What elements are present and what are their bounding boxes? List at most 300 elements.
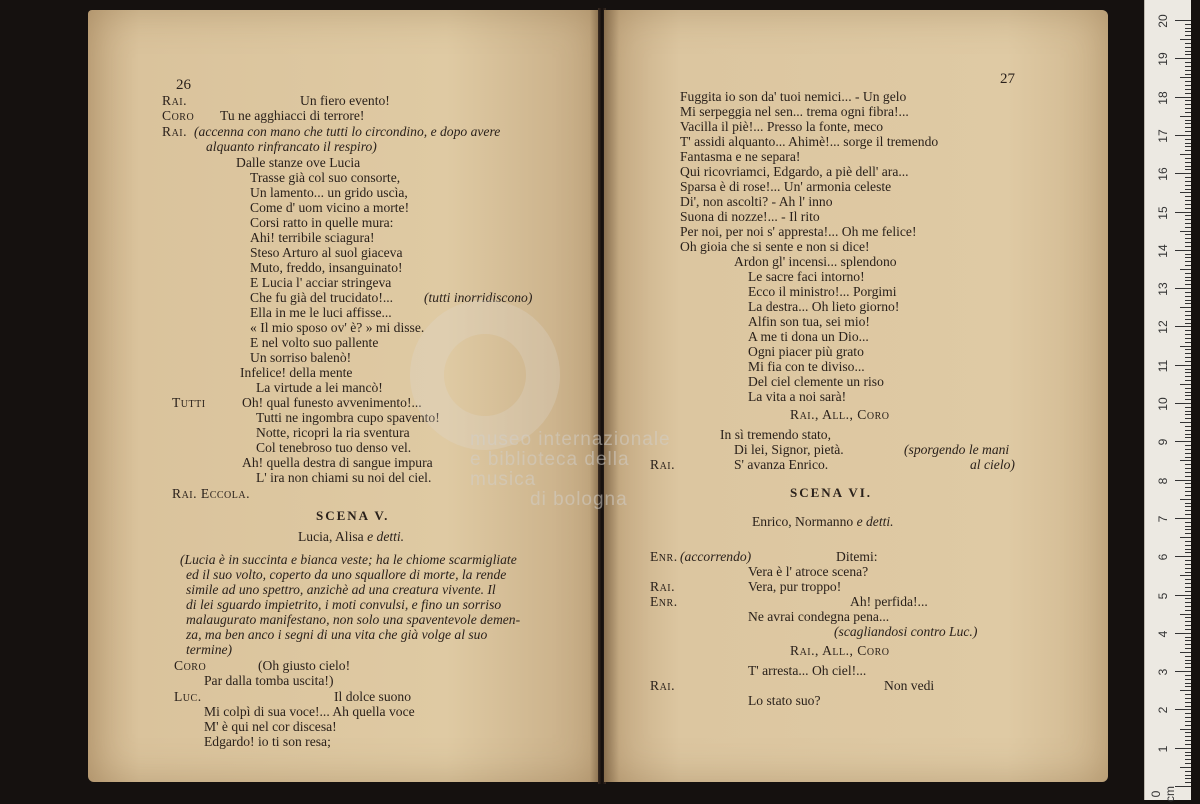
ruler-tick: [1185, 143, 1191, 144]
ruler-tick: [1185, 572, 1191, 573]
text-line: In sì tremendo stato,: [720, 427, 831, 442]
page-number-left: 26: [176, 77, 191, 93]
ruler-tick: [1185, 54, 1191, 55]
ruler-tick: [1185, 24, 1191, 25]
ruler-tick: [1185, 254, 1191, 255]
ruler-tick: [1185, 392, 1191, 393]
right-page: [604, 10, 1108, 782]
text-line: T' arresta... Oh ciel!...: [748, 663, 867, 678]
ruler-tick: [1185, 330, 1191, 331]
text-line: Corsi ratto in quelle mura:: [250, 215, 394, 230]
ruler-tick: [1185, 782, 1191, 783]
ruler-tick: [1185, 303, 1191, 304]
ruler-tick: [1185, 407, 1191, 408]
ruler-tick: [1185, 637, 1191, 638]
ruler-tick: [1185, 349, 1191, 350]
ruler-tick: [1185, 234, 1191, 235]
text-line: (sporgendo le mani: [904, 442, 1010, 457]
ruler-tick: [1180, 307, 1191, 308]
ruler-tick: [1185, 166, 1191, 167]
ruler-tick: [1185, 663, 1191, 664]
ruler-tick: [1175, 365, 1191, 366]
text-line: (scagliandosi contro Luc.): [834, 624, 978, 639]
ruler-tick: [1180, 154, 1191, 155]
ruler-tick: [1175, 633, 1191, 634]
text-line: (accorrendo): [680, 549, 752, 564]
ruler-tick: [1185, 150, 1191, 151]
ruler-tick: [1185, 675, 1191, 676]
ruler-tick: [1175, 173, 1191, 174]
ruler-tick: [1185, 300, 1191, 301]
ruler-label: 5: [1156, 592, 1170, 599]
text-line: (Lucia è in succinta e bianca veste; ha le chiome scarmigliate: [180, 552, 517, 567]
ruler-tick: [1185, 487, 1191, 488]
ruler-tick: [1185, 621, 1191, 622]
ruler-tick: [1175, 97, 1191, 98]
text-line: Muto, freddo, insanguinato!: [250, 260, 403, 275]
ruler-tick: [1185, 579, 1191, 580]
ruler-tick: [1185, 246, 1191, 247]
ruler-label: 13: [1156, 282, 1170, 296]
text-line: Steso Arturo al suol giaceva: [250, 245, 403, 260]
ruler-tick: [1185, 660, 1191, 661]
text-line: Notte, ricopri la ria sventura: [256, 425, 410, 440]
text-line: Vera, pur troppo!: [748, 579, 842, 594]
text-line: ed il suo volto, coperto da uno squallore di morte, la rende: [186, 567, 507, 582]
ruler-tick: [1180, 575, 1191, 576]
ruler-label: 4: [1156, 630, 1170, 638]
ruler-tick: [1175, 326, 1191, 327]
text-line: La vita a noi sarà!: [748, 389, 847, 404]
ruler-tick: [1185, 587, 1191, 588]
ruler-tick: [1180, 192, 1191, 193]
ruler-label: 17: [1156, 129, 1170, 143]
text-line: Tutti ne ingombra cupo spavento!: [256, 410, 440, 425]
watermark-logo: [410, 300, 560, 450]
text-line: Tu ne agghiacci di terrore!: [220, 108, 365, 123]
ruler-tick: [1185, 376, 1191, 377]
ruler-tick: [1185, 683, 1191, 684]
speaker-label: Tutti: [172, 395, 206, 410]
ruler-tick: [1175, 441, 1191, 442]
text-line: simile ad uno spettro, anzichè ad una creatura vivente. Il: [186, 582, 496, 597]
speaker-label: Rai.: [650, 678, 676, 693]
ruler-tick: [1185, 549, 1191, 550]
ruler-tick: [1185, 529, 1191, 530]
ruler-label: 1: [1156, 745, 1170, 753]
speaker-label: Rai.: [162, 124, 188, 139]
ruler-tick: [1180, 39, 1191, 40]
ruler-label: 7: [1156, 515, 1170, 523]
ruler-tick: [1185, 472, 1191, 473]
ruler-tick: [1185, 284, 1191, 285]
speaker-label: Coro: [162, 108, 195, 123]
ruler-tick: [1185, 514, 1191, 515]
ruler-tick: [1185, 353, 1191, 354]
ruler-tick: [1175, 709, 1191, 710]
text-line: Vera è l' atroce scena?: [748, 564, 869, 579]
ruler-tick: [1185, 560, 1191, 561]
ruler-tick: [1185, 112, 1191, 113]
text-line: E nel volto suo pallente: [250, 335, 379, 350]
text-line: Il dolce suono: [334, 689, 412, 704]
ruler-tick: [1175, 135, 1191, 136]
ruler-tick: [1185, 771, 1191, 772]
text-line: Per noi, per noi s' appresta!... Oh me felice!: [680, 224, 917, 239]
ruler-tick: [1185, 434, 1191, 435]
ruler-tick: [1175, 20, 1191, 21]
ruler-tick: [1185, 617, 1191, 618]
text-line: Vacilla il piè!... Presso la fonte, meco: [680, 119, 884, 134]
ruler-label: 6: [1156, 553, 1170, 561]
ruler-label: 15: [1156, 205, 1170, 220]
ruler-tick: [1185, 648, 1191, 649]
ruler-tick: [1185, 468, 1191, 469]
ruler-tick: [1185, 223, 1191, 224]
text-line: Di lei, Signor, pietà.: [734, 442, 844, 457]
ruler-label: 11: [1156, 359, 1170, 372]
ruler-label: 12: [1156, 320, 1170, 335]
ruler-tick: [1175, 595, 1191, 596]
ruler-tick: [1175, 403, 1191, 404]
ruler-tick: [1180, 652, 1191, 653]
ruler-tick: [1185, 380, 1191, 381]
watermark-line-2: e biblioteca della musica: [470, 449, 630, 490]
ruler-tick: [1185, 177, 1191, 178]
ruler-tick: [1185, 552, 1191, 553]
ruler-tick: [1175, 518, 1191, 519]
text-line: Ah! quella destra di sangue impura: [242, 455, 433, 470]
ruler-label: 8: [1156, 477, 1170, 484]
ruler-tick: [1185, 372, 1191, 373]
ruler-tick: [1180, 116, 1191, 117]
ruler-tick: [1185, 319, 1191, 320]
ruler-tick: [1185, 146, 1191, 147]
ruler-tick: [1185, 698, 1191, 699]
ruler-tick: [1185, 265, 1191, 266]
ruler-tick: [1185, 208, 1191, 209]
measurement-ruler: [1144, 0, 1191, 800]
ruler-tick: [1185, 273, 1191, 274]
ruler-tick: [1185, 533, 1191, 534]
ruler-tick: [1185, 717, 1191, 718]
ruler-tick: [1185, 81, 1191, 82]
text-line: Le sacre faci intorno!: [748, 269, 865, 284]
text-line: Un fiero evento!: [300, 93, 390, 108]
text-line: Col tenebroso tuo denso vel.: [256, 440, 412, 455]
text-line: Enrico, Normanno e detti.: [752, 514, 894, 529]
text-line: Mi colpì di sua voce!... Ah quella voce: [204, 704, 415, 719]
ruler-label: 2: [1156, 707, 1170, 714]
text-line: Ella in me le luci affisse...: [250, 305, 392, 320]
text-line: Mi serpeggia nel sen... trema ogni fibra!...: [680, 104, 909, 119]
ruler-tick: [1185, 85, 1191, 86]
ruler-tick: [1185, 679, 1191, 680]
text-line: Del ciel clemente un riso: [748, 374, 884, 389]
text-line: S' avanza Enrico.: [734, 457, 829, 472]
ruler-tick: [1185, 280, 1191, 281]
ruler-tick: [1185, 732, 1191, 733]
text-line: Qui ricovriamci, Edgardo, a piè dell' ara...: [680, 164, 909, 179]
ruler-label: 20: [1156, 14, 1170, 28]
ruler-tick: [1185, 629, 1191, 630]
ruler-tick: [1185, 721, 1191, 722]
ruler-tick: [1185, 457, 1191, 458]
text-line: Suona di nozze!... - Il rito: [680, 209, 820, 224]
text-line: alquanto rinfrancato il respiro): [206, 139, 377, 154]
ruler-tick: [1185, 323, 1191, 324]
ruler-tick: [1185, 62, 1191, 63]
speaker-label: Luc.: [174, 689, 202, 704]
ruler-tick: [1185, 200, 1191, 201]
text-line: Ah! perfida!...: [850, 594, 928, 609]
ruler-tick: [1185, 35, 1191, 36]
text-line: Edgardo! io ti son resa;: [204, 734, 331, 749]
ruler-tick: [1175, 671, 1191, 672]
text-line: (tutti inorridiscono): [424, 290, 533, 305]
ruler-tick: [1185, 47, 1191, 48]
watermark-line-3: di bologna: [530, 489, 628, 510]
ruler-tick: [1185, 104, 1191, 105]
scene-heading: SCENA VI.: [790, 485, 873, 500]
ruler-tick: [1185, 449, 1191, 450]
ruler-tick: [1185, 315, 1191, 316]
ruler-tick: [1185, 418, 1191, 419]
ruler-tick: [1185, 610, 1191, 611]
speaker-label: Coro: [174, 658, 207, 673]
ruler-tick: [1185, 503, 1191, 504]
ruler-tick: [1185, 740, 1191, 741]
ruler-tick: [1185, 506, 1191, 507]
ruler-tick: [1185, 292, 1191, 293]
ruler-tick: [1185, 491, 1191, 492]
ruler-tick: [1185, 414, 1191, 415]
ruler-tick: [1185, 453, 1191, 454]
ruler-tick: [1185, 395, 1191, 396]
text-line: Fantasma e ne separa!: [680, 149, 801, 164]
text-line: Lo stato suo?: [748, 693, 821, 708]
ruler-tick: [1185, 510, 1191, 511]
ruler-tick: [1185, 656, 1191, 657]
text-line: Infelice! della mente: [240, 365, 353, 380]
text-line: Come d' uom vicino a morte!: [250, 200, 410, 215]
ruler-tick: [1185, 602, 1191, 603]
ruler-label: 16: [1156, 167, 1170, 181]
text-line: Oh! qual funesto avvenimento!...: [242, 395, 422, 410]
ruler-tick: [1180, 346, 1191, 347]
text-line: M' è qui nel cor discesa!: [204, 719, 337, 734]
scene-heading: SCENA V.: [316, 508, 390, 523]
ruler-tick: [1185, 388, 1191, 389]
ruler-tick: [1185, 583, 1191, 584]
ruler-tick: [1185, 185, 1191, 186]
ruler-tick: [1175, 58, 1191, 59]
ruler-tick: [1185, 361, 1191, 362]
ruler-tick: [1185, 131, 1191, 132]
ruler-tick: [1185, 702, 1191, 703]
ruler-tick: [1185, 342, 1191, 343]
ruler-tick: [1185, 70, 1191, 71]
ruler-label: 3: [1156, 668, 1170, 676]
ruler-label: 19: [1156, 52, 1170, 66]
ruler-tick: [1185, 139, 1191, 140]
text-line: L' ira non chiami su noi del ciel.: [256, 470, 432, 485]
watermark-text: [470, 430, 700, 510]
ruler-tick: [1180, 614, 1191, 615]
speaker-label: Rai., All., Coro: [790, 407, 890, 422]
ruler-tick: [1175, 556, 1191, 557]
text-line: Ne avrai condegna pena...: [748, 609, 890, 624]
ruler-tick: [1185, 66, 1191, 67]
ruler-tick: [1185, 123, 1191, 124]
ruler-tick: [1185, 227, 1191, 228]
ruler-tick: [1180, 460, 1191, 461]
ruler-tick: [1185, 108, 1191, 109]
ruler-tick: [1185, 196, 1191, 197]
ruler-tick: [1185, 43, 1191, 44]
ruler-tick: [1185, 369, 1191, 370]
text-line: Ecco il ministro!... Porgimi: [748, 284, 897, 299]
ruler-tick: [1185, 169, 1191, 170]
ruler-tick: [1185, 778, 1191, 779]
ruler-tick: [1175, 748, 1191, 749]
text-line: Par dalla tomba uscita!): [204, 673, 334, 688]
ruler-tick: [1180, 729, 1191, 730]
ruler-tick: [1175, 480, 1191, 481]
ruler-tick: [1185, 591, 1191, 592]
speaker-label: Rai.: [162, 93, 188, 108]
ruler-tick: [1185, 545, 1191, 546]
text-line: di lei sguardo impietrito, i moti convulsi, e fino un sorriso: [186, 597, 502, 612]
text-line: (accenna con mano che tutti lo circondino, e dopo avere: [194, 124, 501, 139]
ruler-tick: [1185, 89, 1191, 90]
speaker-label: Rai.: [650, 579, 676, 594]
ruler-tick: [1185, 257, 1191, 258]
ruler-tick: [1180, 499, 1191, 500]
ruler-tick: [1185, 311, 1191, 312]
text-line: Non vedi: [884, 678, 935, 693]
ruler-tick: [1185, 120, 1191, 121]
ruler-tick: [1185, 625, 1191, 626]
ruler-tick: [1185, 640, 1191, 641]
text-line: Ahi! terribile sciagura!: [250, 230, 375, 245]
text-line: Lucia, Alisa e detti.: [298, 529, 405, 544]
ruler-label: 10: [1156, 397, 1170, 411]
ruler-tick: [1180, 767, 1191, 768]
text-line: malaugurato manifestano, non solo una spaventevole demen-: [186, 612, 521, 627]
text-line: za, ma ben anco i segni di una vita che già volge al suo: [186, 627, 488, 642]
ruler-tick: [1185, 357, 1191, 358]
text-line: La virtude a lei mancò!: [256, 380, 383, 395]
ruler-label: 18: [1156, 90, 1170, 105]
ruler-tick: [1175, 786, 1191, 787]
ruler-label: 14: [1156, 244, 1170, 258]
ruler-tick: [1185, 686, 1191, 687]
ruler-tick: [1175, 288, 1191, 289]
ruler-tick: [1185, 93, 1191, 94]
ruler-label: 0 cm: [1149, 786, 1177, 802]
ruler-tick: [1180, 269, 1191, 270]
ruler-tick: [1185, 483, 1191, 484]
ruler-tick: [1185, 763, 1191, 764]
text-line: termine): [186, 642, 233, 657]
ruler-tick: [1185, 338, 1191, 339]
text-line: Ditemi:: [836, 549, 878, 564]
ruler-tick: [1180, 77, 1191, 78]
ruler-tick: [1185, 411, 1191, 412]
ruler-tick: [1185, 74, 1191, 75]
ruler-tick: [1185, 189, 1191, 190]
text-line: Ardon gl' incensi... splendono: [734, 254, 897, 269]
ruler-tick: [1180, 537, 1191, 538]
text-line: Che fu già del trucidato!...: [250, 290, 394, 305]
text-line: Sparsa è di rose!... Un' armonia celeste: [680, 179, 892, 194]
speaker-label: Rai. Eccola.: [172, 486, 251, 501]
ruler-tick: [1185, 694, 1191, 695]
text-line: Oh gioia che si sente e non si dice!: [680, 239, 870, 254]
text-line: Un sorriso balenò!: [250, 350, 352, 365]
ruler-label: 9: [1156, 438, 1170, 446]
ruler-tick: [1185, 464, 1191, 465]
ruler-tick: [1185, 606, 1191, 607]
text-line: Trasse già col suo consorte,: [250, 170, 401, 185]
ruler-tick: [1185, 706, 1191, 707]
ruler-tick: [1185, 28, 1191, 29]
text-line: al cielo): [970, 457, 1015, 472]
ruler-tick: [1185, 752, 1191, 753]
text-line: A me ti dona un Dio...: [748, 329, 869, 344]
text-line: « Il mio sposo ov' è? » mi disse.: [250, 320, 425, 335]
text-line: Di', non ascolti? - Ah l' inno: [680, 194, 833, 209]
ruler-tick: [1180, 384, 1191, 385]
ruler-tick: [1185, 238, 1191, 239]
ruler-tick: [1185, 399, 1191, 400]
text-line: (Oh giusto cielo!: [258, 658, 351, 673]
ruler-tick: [1175, 250, 1191, 251]
text-line: Ogni piacer più grato: [748, 344, 864, 359]
ruler-tick: [1180, 422, 1191, 423]
ruler-tick: [1185, 644, 1191, 645]
ruler-tick: [1185, 437, 1191, 438]
ruler-tick: [1185, 755, 1191, 756]
ruler-tick: [1185, 725, 1191, 726]
ruler-tick: [1175, 212, 1191, 213]
ruler-tick: [1180, 231, 1191, 232]
watermark-line-1: museo internazionale: [470, 429, 671, 450]
ruler-tick: [1185, 568, 1191, 569]
text-line: La destra... Oh lieto giorno!: [748, 299, 900, 314]
ruler-tick: [1185, 204, 1191, 205]
ruler-tick: [1185, 426, 1191, 427]
ruler-tick: [1185, 158, 1191, 159]
ruler-tick: [1185, 495, 1191, 496]
ruler-tick: [1185, 736, 1191, 737]
ruler-tick: [1185, 598, 1191, 599]
ruler-tick: [1185, 296, 1191, 297]
speaker-label: Enr.: [650, 549, 678, 564]
ruler-tick: [1185, 476, 1191, 477]
ruler-tick: [1185, 31, 1191, 32]
ruler-tick: [1185, 744, 1191, 745]
ruler-tick: [1185, 541, 1191, 542]
text-line: Alfin son tua, sei mio!: [748, 314, 870, 329]
ruler-tick: [1185, 713, 1191, 714]
speaker-label: Rai., All., Coro: [790, 643, 890, 658]
ruler-tick: [1185, 430, 1191, 431]
text-line: Un lamento... un grido uscìa,: [250, 185, 408, 200]
ruler-tick: [1185, 162, 1191, 163]
ruler-tick: [1185, 215, 1191, 216]
